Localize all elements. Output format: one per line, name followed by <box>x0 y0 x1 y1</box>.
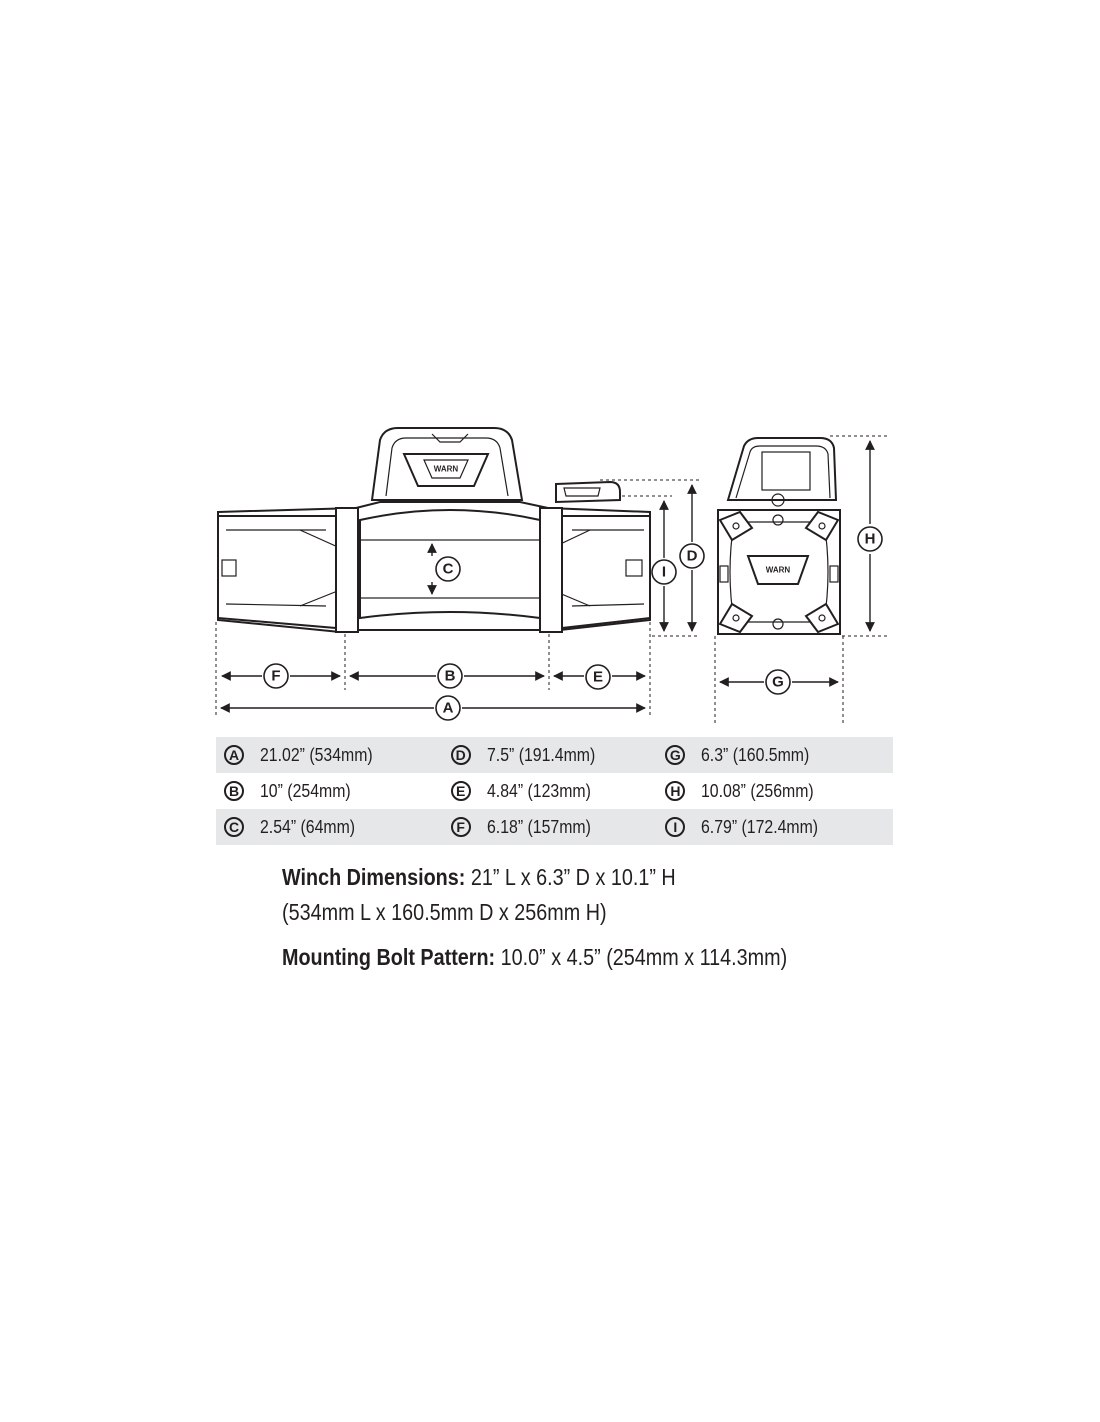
dimension-cell <box>661 781 893 802</box>
winch-end-view <box>718 438 840 634</box>
winch-dimensions-line <box>282 860 884 895</box>
letter-badge: B <box>224 781 244 801</box>
letter-badge: E <box>451 781 471 801</box>
callout-a-label: A <box>442 699 454 717</box>
winch-specs <box>282 860 982 975</box>
callout-h-label: H <box>864 530 876 548</box>
mounting-bolt-label: Mounting Bolt Pattern: <box>282 944 496 970</box>
letter-badge: H <box>665 781 685 801</box>
dimension-row <box>216 809 893 845</box>
dimension-value: 2.54” (64mm) <box>260 816 356 837</box>
callout-b <box>438 664 462 688</box>
winch-dimensions-label: Winch Dimensions: <box>282 864 466 890</box>
dimension-value: 10” (254mm) <box>260 780 351 801</box>
callout-c <box>436 557 460 581</box>
dimension-cell <box>449 781 662 802</box>
dimension-table <box>216 737 893 845</box>
letter-badge: F <box>451 817 471 837</box>
dimension-row <box>216 737 893 773</box>
dimension-cell <box>216 781 449 802</box>
dimension-cell <box>216 817 449 838</box>
mounting-bolt-value: 10.0” x 4.5” (254mm x 114.3mm) <box>500 944 788 970</box>
callout-e-label: E <box>592 668 604 686</box>
winch-dimensions-value: 21” L x 6.3” D x 10.1” H <box>470 864 676 890</box>
callout-i <box>652 560 676 584</box>
dimension-value: 6.79” (172.4mm) <box>701 816 819 837</box>
callout-c-label: C <box>442 560 454 578</box>
callout-a <box>436 696 460 720</box>
warn-logo-text-end: WARN <box>765 565 791 575</box>
mounting-bolt-line <box>282 940 884 975</box>
dimension-cell <box>449 745 662 766</box>
callout-f <box>264 664 288 688</box>
dimension-value: 21.02” (534mm) <box>260 744 373 765</box>
callout-g <box>766 670 790 694</box>
winch-dimensions-metric: (534mm L x 160.5mm D x 256mm H) <box>282 899 607 925</box>
winch-side-view <box>218 428 650 632</box>
dimension-cell <box>661 745 893 766</box>
dimension-cell <box>661 817 893 838</box>
letter-badge: C <box>224 817 244 837</box>
dimension-value: 4.84” (123mm) <box>486 780 591 801</box>
dimension-value: 6.18” (157mm) <box>486 816 591 837</box>
warn-logo-text: WARN <box>433 464 459 474</box>
letter-badge: D <box>451 745 471 765</box>
callout-g-label: G <box>772 673 784 691</box>
dimension-cell <box>216 745 449 766</box>
dimension-value: 7.5” (191.4mm) <box>486 744 595 765</box>
dimension-value: 10.08” (256mm) <box>701 780 815 801</box>
callout-d-label: D <box>686 547 698 565</box>
callout-h <box>858 527 882 551</box>
callout-e <box>586 665 610 689</box>
dimension-cell <box>449 817 662 838</box>
callout-d <box>680 544 704 568</box>
letter-badge: A <box>224 745 244 765</box>
callout-i-label: I <box>661 563 667 581</box>
letter-badge: G <box>665 745 685 765</box>
dimension-value: 6.3” (160.5mm) <box>701 744 810 765</box>
callout-f-label: F <box>271 667 281 685</box>
callout-b-label: B <box>444 667 456 685</box>
dimension-row <box>216 773 893 809</box>
letter-badge: I <box>665 817 685 837</box>
